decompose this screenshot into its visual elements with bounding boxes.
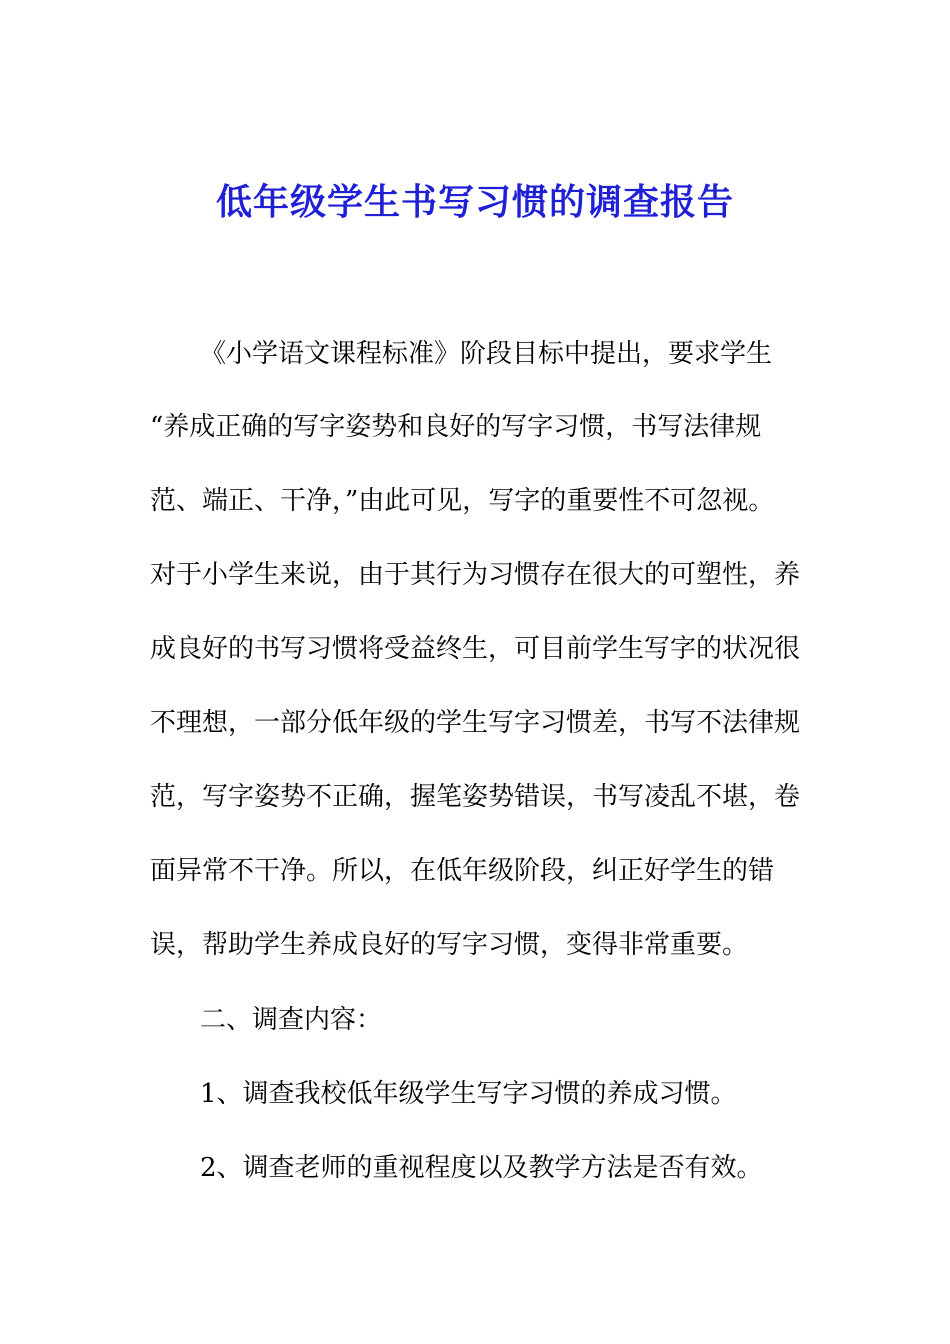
paragraph-line: “养成正确的写字姿势和良好的写字习惯，书写法律规: [150, 412, 762, 442]
paragraph-line: 《小学语文课程标准》阶段目标中提出，要求学生: [200, 339, 773, 369]
paragraph-line: 不理想，一部分低年级的学生写字习惯差，书写不法律规: [150, 708, 801, 738]
section-heading: 二、调查内容：: [200, 1005, 383, 1035]
list-item: 1、调查我校低年级学生写字习惯的养成习惯。: [200, 1079, 737, 1109]
list-item: 2、调查老师的重视程度以及教学方法是否有效。: [200, 1153, 763, 1183]
paragraph-line: 对于小学生来说，由于其行为习惯存在很大的可塑性，养: [150, 560, 801, 590]
paragraph-line: 成良好的书写习惯将受益终生，可目前学生写字的状况很: [150, 634, 801, 664]
paragraph-line: 范，写字姿势不正确，握笔姿势错误，书写凌乱不堪，卷: [150, 782, 801, 812]
paragraph-line: 误，帮助学生养成良好的写字习惯，变得非常重要。: [150, 930, 749, 960]
paragraph-line: 面异常不干净。所以，在低年级阶段，纠正好学生的错: [150, 856, 775, 886]
document-title: 低年级学生书写习惯的调查报告: [215, 182, 734, 223]
paragraph-line: 范、端正、干净，”由此可见，写字的重要性不可忽视。: [150, 486, 775, 516]
